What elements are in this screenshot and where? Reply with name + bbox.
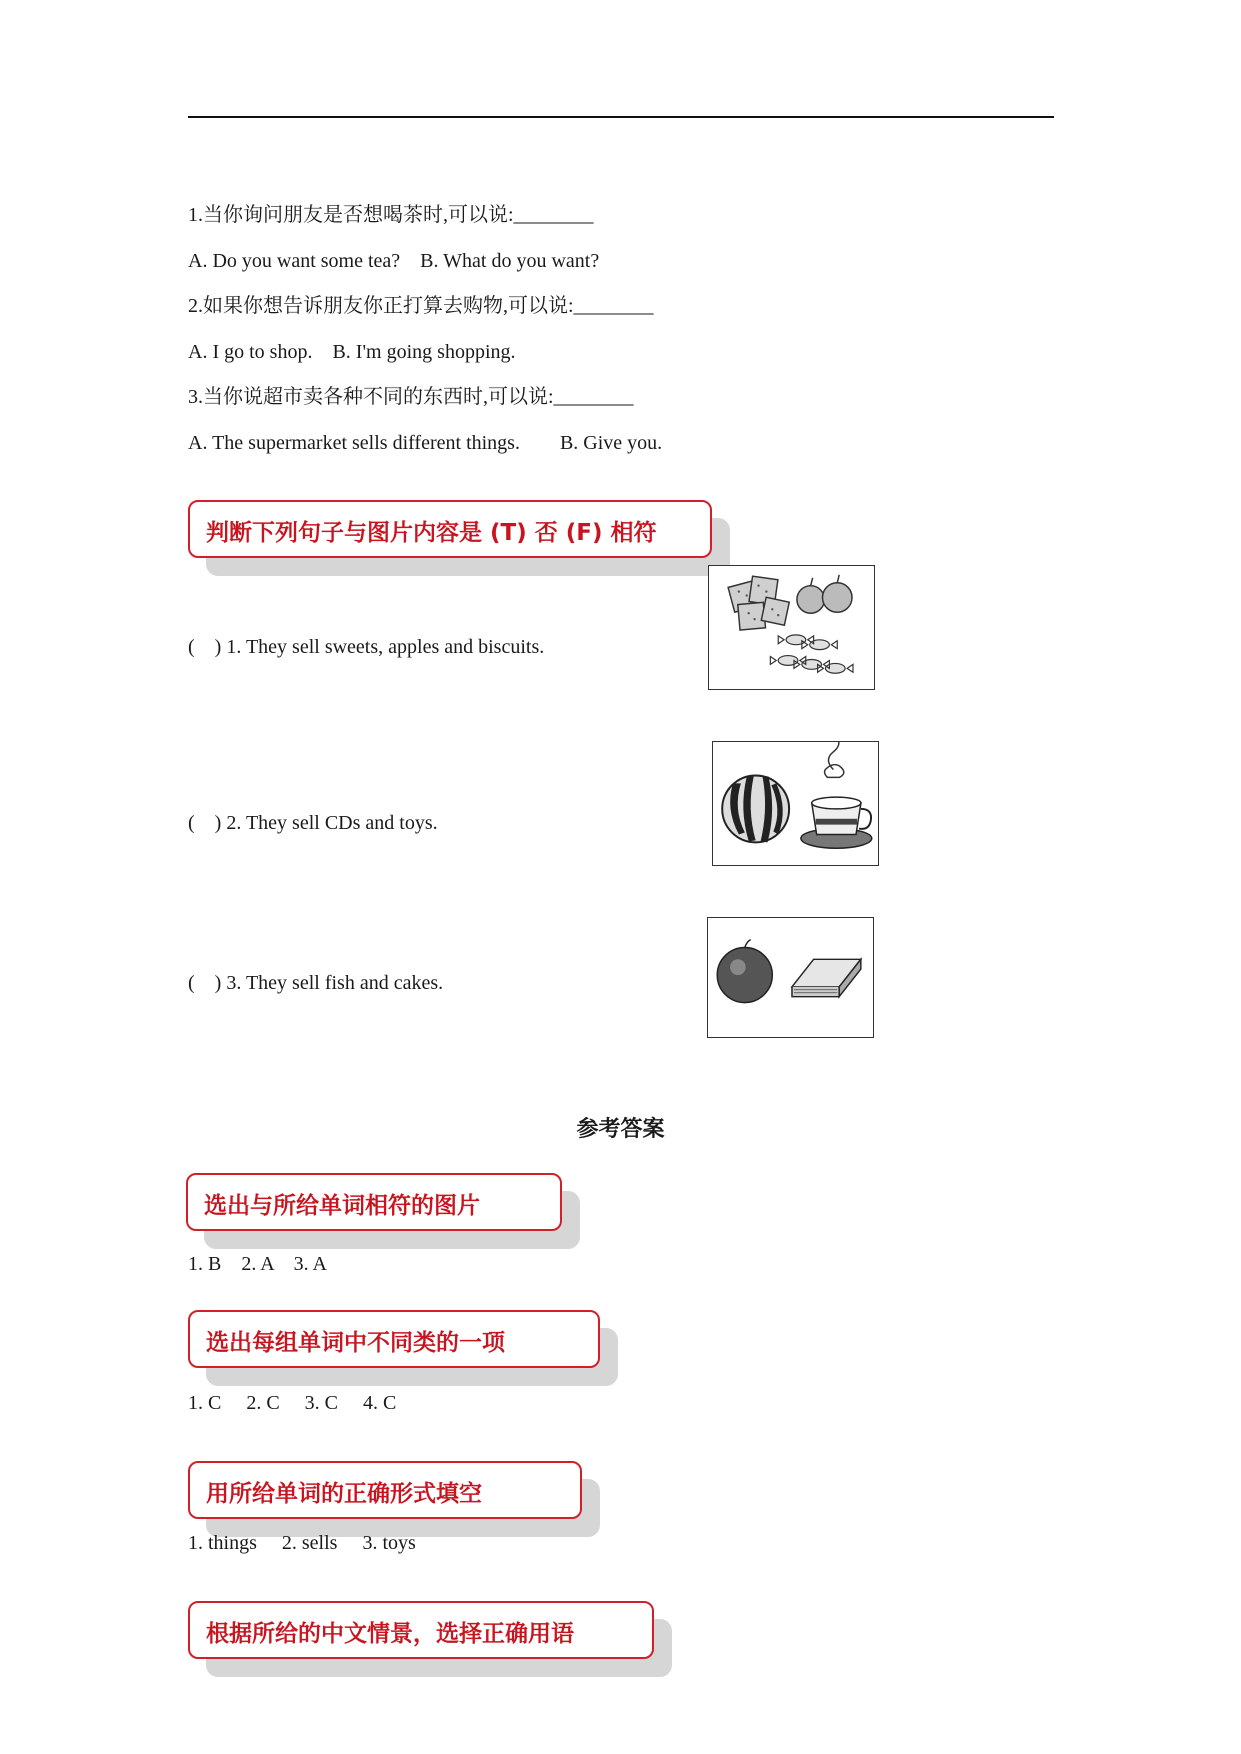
judge-item-1: ( ) 1. They sell sweets, apples and biscuits. (188, 636, 545, 658)
answer-line-3: 1. things 2. sells 3. toys (188, 1532, 416, 1554)
section-banner-answers-4 (188, 1601, 654, 1659)
question-3: 3.当你说超市卖各种不同的东西时,可以说:________ (188, 386, 634, 408)
question-1-options: A. Do you want some tea? B. What do you want? (188, 250, 600, 272)
watermelon-tea-picture (712, 741, 879, 866)
answer-line-1: 1. B 2. A 3. A (188, 1253, 327, 1275)
question-3-options: A. The supermarket sells different things. B. Give you. (188, 432, 663, 454)
section-heading: 根据所给的中文情景，选择正确用语 (206, 1621, 574, 1647)
section-heading: 选出与所给单词相符的图片 (204, 1193, 480, 1219)
question-1: 1.当你询问朋友是否想喝茶时,可以说:________ (188, 204, 594, 226)
biscuits-apples-sweets-picture (708, 565, 875, 690)
section-banner-answers-1 (186, 1173, 562, 1231)
question-2: 2.如果你想告诉朋友你正打算去购物,可以说:________ (188, 295, 654, 317)
judge-item-2: ( ) 2. They sell CDs and toys. (188, 812, 438, 834)
orange-book-picture (707, 917, 874, 1038)
answer-key-title: 参考答案 (576, 1117, 665, 1142)
answer-line-2: 1. C 2. C 3. C 4. C (188, 1392, 397, 1414)
judge-item-3: ( ) 3. They sell fish and cakes. (188, 972, 444, 994)
header-rule (188, 116, 1054, 118)
section-banner-judge (188, 500, 712, 558)
section-heading: 用所给单词的正确形式填空 (206, 1481, 482, 1507)
section-heading: 判断下列句子与图片内容是 (T) 否 (F) 相符 (206, 520, 657, 546)
section-heading: 选出每组单词中不同类的一项 (206, 1330, 505, 1356)
section-banner-answers-2 (188, 1310, 600, 1368)
section-banner-answers-3 (188, 1461, 582, 1519)
question-2-options: A. I go to shop. B. I'm going shopping. (188, 341, 516, 363)
